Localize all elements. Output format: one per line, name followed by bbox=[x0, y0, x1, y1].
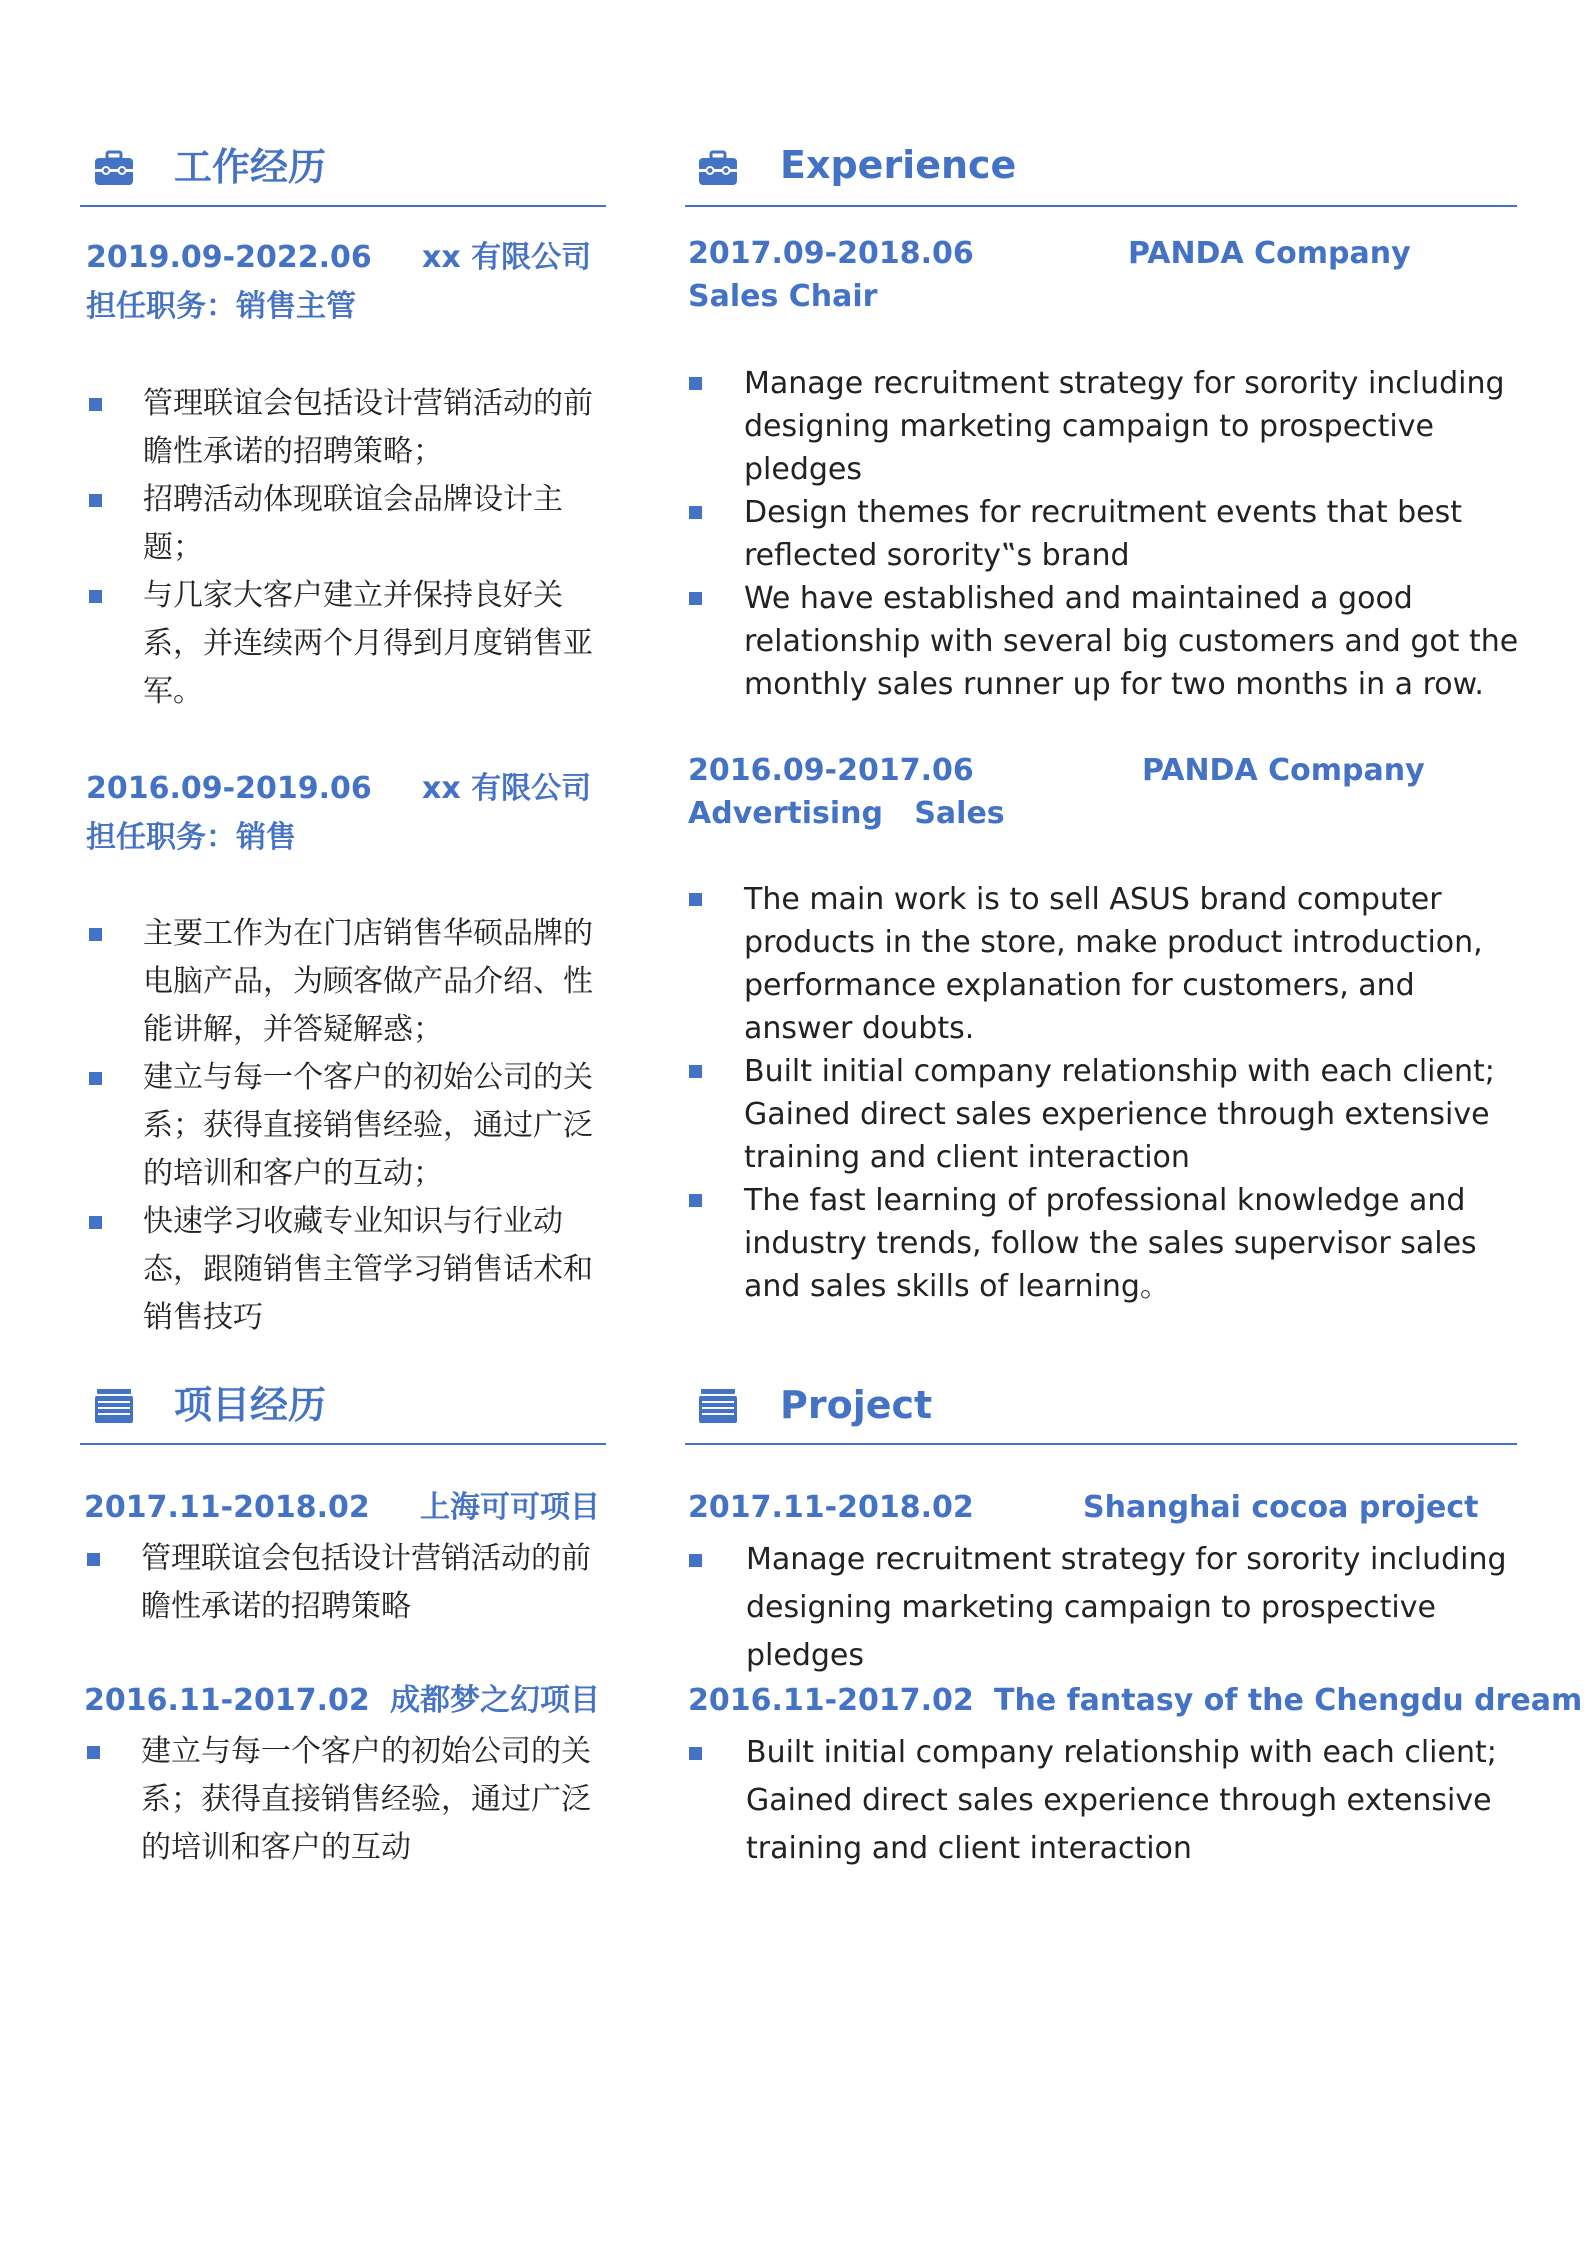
list-item: The main work is to sell ASUS brand computer products in the store, make product introduction, performance explanation for customers, and answer doubts. bbox=[686, 878, 1526, 1050]
project-date: 2016.11-2017.02 bbox=[688, 1683, 974, 1718]
list-item: Design themes for recruitment events that best reflected sorority‟s brand bbox=[686, 491, 1526, 577]
list-item: 快速学习收藏专业知识与行业动态，跟随销售主管学习销售话术和销售技巧 bbox=[86, 1198, 606, 1342]
job-bullets bbox=[86, 910, 606, 1342]
job-company: PANDA Company bbox=[1128, 236, 1411, 271]
job-date: 2016.09-2017.06 bbox=[688, 753, 974, 788]
bullet-marker bbox=[689, 1747, 702, 1760]
job-company: xx 有限公司 bbox=[422, 240, 592, 275]
section-title-project-en: Project bbox=[780, 1383, 933, 1427]
section-divider bbox=[685, 205, 1517, 207]
bullet-marker bbox=[689, 1554, 702, 1567]
job-date: 2017.09-2018.06 bbox=[688, 236, 974, 271]
bullet-marker bbox=[689, 377, 702, 390]
list-item: 主要工作为在门店销售华硕品牌的电脑产品，为顾客做产品介绍、性能讲解，并答疑解惑； bbox=[86, 910, 606, 1054]
bullet-marker bbox=[89, 590, 102, 603]
job-bullets bbox=[86, 380, 606, 716]
briefcase-icon bbox=[94, 150, 134, 186]
list-item: 建立与每一个客户的初始公司的关系；获得直接销售经验，通过广泛的培训和客户的互动； bbox=[86, 1054, 606, 1198]
job-company: PANDA Company bbox=[1142, 753, 1425, 788]
list-item: 招聘活动体现联谊会品牌设计主题； bbox=[86, 476, 606, 572]
job-role: Sales Chair bbox=[688, 279, 878, 314]
project-name: The fantasy of the Chengdu dream bbox=[994, 1683, 1583, 1718]
project-bullets bbox=[686, 1729, 1526, 1873]
list-item: Manage recruitment strategy for sorority including designing marketing campaign to prospective pledges bbox=[686, 362, 1526, 491]
bullet-marker bbox=[87, 1553, 100, 1566]
list-item: Built initial company relationship with each client; Gained direct sales experience through extensive training and client interaction bbox=[686, 1050, 1526, 1179]
project-date: 2016.11-2017.02 bbox=[84, 1683, 370, 1718]
project-name: 上海可可项目 bbox=[420, 1490, 600, 1525]
project-name: 成都梦之幻项目 bbox=[390, 1683, 600, 1718]
section-divider bbox=[80, 205, 606, 207]
job-bullets bbox=[686, 878, 1526, 1308]
list-item: 管理联谊会包括设计营销活动的前瞻性承诺的招聘策略； bbox=[86, 380, 606, 476]
bullet-marker bbox=[689, 893, 702, 906]
files-icon bbox=[94, 1388, 134, 1424]
job-date: 2016.09-2019.06 bbox=[86, 771, 372, 806]
bullet-marker bbox=[89, 1216, 102, 1229]
job-bullets bbox=[686, 362, 1526, 706]
section-title-work-en: Experience bbox=[780, 143, 1017, 187]
bullet-marker bbox=[689, 1194, 702, 1207]
bullet-marker bbox=[89, 398, 102, 411]
job-role: 担任职务：销售主管 bbox=[86, 289, 356, 324]
project-bullets bbox=[84, 1535, 604, 1631]
list-item: 与几家大客户建立并保持良好关系，并连续两个月得到月度销售亚军。 bbox=[86, 572, 606, 716]
job-role: Advertising Sales bbox=[688, 796, 1005, 831]
list-item: Manage recruitment strategy for sorority including designing marketing campaign to prospective pledges bbox=[686, 1536, 1526, 1680]
list-item: We have established and maintained a good relationship with several big customers and got the monthly sales runner up for two months in a row. bbox=[686, 577, 1526, 706]
project-bullets bbox=[84, 1728, 604, 1872]
bullet-marker bbox=[89, 1072, 102, 1085]
section-divider bbox=[80, 1443, 606, 1445]
section-divider bbox=[685, 1443, 1517, 1445]
bullet-marker bbox=[87, 1746, 100, 1759]
files-icon bbox=[698, 1388, 738, 1424]
project-date: 2017.11-2018.02 bbox=[84, 1490, 370, 1525]
list-item: Built initial company relationship with each client; Gained direct sales experience through extensive training and client interaction bbox=[686, 1729, 1526, 1873]
job-role: 担任职务：销售 bbox=[86, 820, 296, 855]
section-title-project-cn: 项目经历 bbox=[174, 1383, 327, 1427]
list-item: 管理联谊会包括设计营销活动的前瞻性承诺的招聘策略 bbox=[84, 1535, 604, 1631]
project-date: 2017.11-2018.02 bbox=[688, 1490, 974, 1525]
project-name: Shanghai cocoa project bbox=[1083, 1490, 1479, 1525]
project-bullets bbox=[686, 1536, 1526, 1680]
bullet-marker bbox=[689, 1065, 702, 1078]
briefcase-icon bbox=[698, 150, 738, 186]
list-item: 建立与每一个客户的初始公司的关系；获得直接销售经验，通过广泛的培训和客户的互动 bbox=[84, 1728, 604, 1872]
list-item: The fast learning of professional knowledge and industry trends, follow the sales supervisor sales and sales skills of learning。 bbox=[686, 1179, 1526, 1308]
bullet-marker bbox=[689, 506, 702, 519]
job-company: xx 有限公司 bbox=[422, 771, 592, 806]
clipped-text-area bbox=[86, 910, 616, 1335]
bullet-marker bbox=[89, 928, 102, 941]
bullet-marker bbox=[689, 592, 702, 605]
section-title-work-cn: 工作经历 bbox=[174, 145, 327, 189]
job-date: 2019.09-2022.06 bbox=[86, 240, 372, 275]
bullet-marker bbox=[89, 494, 102, 507]
